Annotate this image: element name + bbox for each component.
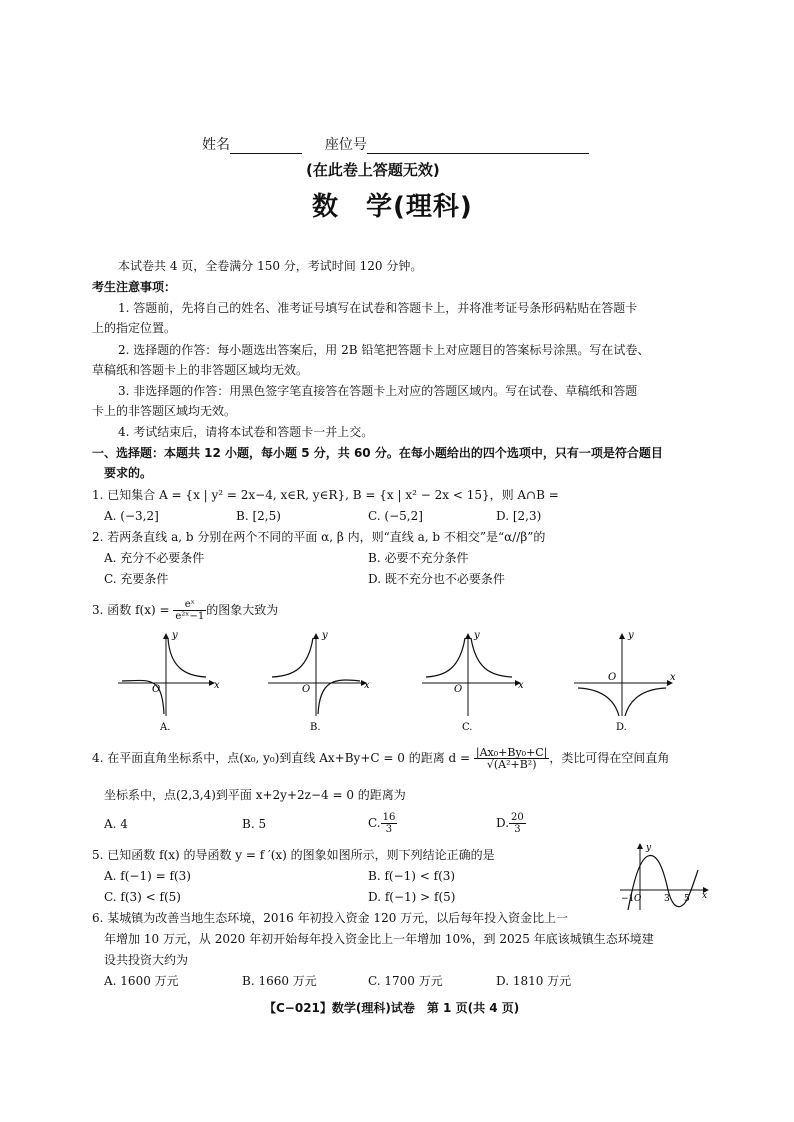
q3-graph-b <box>268 630 370 733</box>
q3-label-a: A. <box>160 722 171 733</box>
q3-label-b: B. <box>310 722 321 733</box>
q6-stem-line-2: 年增加 10 万元，从 2020 年初开始每年投入资金比上一年增加 10%，到 2025 年底该城镇生态环境建 <box>104 932 654 946</box>
seat-label: 座位号 <box>324 137 367 153</box>
q3-label-d: D. <box>616 722 627 733</box>
q2-stem: 2. 若两条直线 a, b 分别在两个不同的平面 α, β 内，则“直线 a, b 不相交”是“α//β”的 <box>92 530 546 544</box>
q5-stem: 5. 已知函数 f(x) 的导函数 y = f ′(x) 的图象如图所示，则下列结论正确的是 <box>92 848 495 862</box>
q6-option-c: C. 1700 万元 <box>368 974 443 988</box>
q4-d-fraction <box>509 812 526 835</box>
q3-stem <box>92 598 278 622</box>
q4-option-a: A. 4 <box>104 817 128 831</box>
q2-option-d: D. 既不充分也不必要条件 <box>368 572 505 586</box>
seat-blank <box>367 139 589 154</box>
q3-b-origin: O <box>302 684 311 695</box>
q1-option-d: D. [2,3) <box>496 509 542 523</box>
q5-option-b: B. f(−1) < f(3) <box>368 869 456 883</box>
q1-option-b: B. [2,5) <box>236 509 281 523</box>
q4-option-c <box>368 806 397 840</box>
q4-option-b: B. 5 <box>242 817 267 831</box>
q3-d-axis-x: x <box>670 672 676 683</box>
q4-frac-den: √(A²+B²) <box>486 758 537 771</box>
q4-c-prefix: C. <box>368 816 381 830</box>
q3-graph-d <box>574 630 676 733</box>
q6-option-a: A. 1600 万元 <box>104 974 179 988</box>
note-2-line-2: 草稿纸和答题卡上的非答题区域均无效。 <box>92 363 309 377</box>
section-heading: 一、选择题：本题共 12 小题，每小题 5 分，共 60 分。在每小题给出的四个选项中，只有一项是符合题目 <box>92 446 663 460</box>
q3-fraction <box>173 599 206 622</box>
q3-b-axis-y: y <box>322 630 328 641</box>
q3-d-axis-y: y <box>628 630 634 641</box>
q3-frac-den: e²ˣ−1 <box>175 611 205 622</box>
q3-c-origin: O <box>454 684 463 695</box>
q1-option-a: A. (−3,2] <box>104 509 159 523</box>
q3-a-origin: O <box>152 684 161 695</box>
q6-stem-line-3: 设共投资大约为 <box>104 953 189 967</box>
page-footer: 【C−021】数学(理科)试卷 第 1 页(共 4 页) <box>264 1001 520 1015</box>
q3-graph-options <box>0 628 794 738</box>
q5-tick-neg1: −1 <box>621 894 635 904</box>
q4-d-prefix: D. <box>496 816 510 830</box>
invalid-notice: (在此卷上答题无效) <box>306 161 440 179</box>
note-1-line-1: 1. 答题前，先将自己的姓名、准考证号填写在试卷和答题卡上，并将准考证号条形码粘贴在答题卡 <box>118 301 638 315</box>
note-3-line-2: 卡上的非答题区域均无效。 <box>92 404 237 418</box>
exam-summary: 本试卷共 4 页，全卷满分 150 分，考试时间 120 分钟。 <box>118 259 423 273</box>
note-4: 4. 考试结束后，请将本试卷和答题卡一并上交。 <box>118 425 374 439</box>
q6-stem-line-1: 6. 某城镇为改善当地生态环境，2016 年初投入资金 120 万元，以后每年投入资金比上一 <box>92 911 569 925</box>
q3-d-origin: O <box>608 672 617 683</box>
q5-graph-axis-y: y <box>646 843 652 853</box>
name-blank <box>230 139 302 154</box>
q6-option-d: D. 1810 万元 <box>496 974 572 988</box>
q4-line1-prefix: 4. 在平面直角坐标系中，点(x₀, y₀)到直线 Ax+By+C = 0 的距离 d = <box>92 751 471 765</box>
note-3-line-1: 3. 非选择题的作答：用黑色签字笔直接答在答题卡上对应的答题区域内。写在试卷、草稿纸和答题 <box>118 384 638 398</box>
q4-option-d <box>496 806 526 840</box>
q5-option-c: C. f(3) < f(5) <box>104 890 181 904</box>
page-title: 数 学(理科) <box>312 192 473 222</box>
note-2-line-1: 2. 选择题的作答：每小题选出答案后，用 2B 铅笔把答题卡上对应题目的答案标号涂黑。写在试卷、 <box>118 343 650 357</box>
q4-c-fraction <box>381 812 398 835</box>
q4-stem-line-1 <box>92 744 669 772</box>
q4-line1-suffix: ，类比可得在空间直角 <box>549 751 670 765</box>
section-heading-cont: 要求的。 <box>104 466 153 480</box>
q4-c-num: 16 <box>382 812 396 823</box>
q3-a-axis-x: x <box>214 680 220 691</box>
q3-a-axis-y: y <box>172 630 178 641</box>
q2-option-b: B. 必要不充分条件 <box>368 551 469 565</box>
q5-derivative-graph <box>618 840 714 914</box>
q2-option-a: A. 充分不必要条件 <box>104 551 205 565</box>
q3-c-axis-x: x <box>518 680 524 691</box>
q4-distance-fraction <box>474 747 550 770</box>
q5-tick-5: 5 <box>684 894 690 904</box>
q5-graph-axis-x: x <box>702 891 708 901</box>
q4-frac-num: |Ax₀+By₀+C| <box>475 746 548 759</box>
q3-c-axis-y: y <box>474 630 480 641</box>
notes-heading: 考生注意事项： <box>92 280 177 294</box>
q3-frac-num: eˣ <box>173 599 206 611</box>
q5-option-a: A. f(−1) = f(3) <box>104 869 191 883</box>
q3-b-axis-x: x <box>364 680 370 691</box>
name-field <box>202 136 589 154</box>
q1-stem: 1. 已知集合 A = {x | y² = 2x−4, x∈R, y∈R}, B = {x | x² − 2x < 15}，则 A∩B = <box>92 488 559 502</box>
note-1-line-2: 上的指定位置。 <box>92 321 177 335</box>
q5-tick-o: O <box>634 894 642 904</box>
q3-graph-a <box>118 630 220 733</box>
q3-graph-c <box>422 630 524 733</box>
q4-stem-line-2: 坐标系中，点(2,3,4)到平面 x+2y+2z−4 = 0 的距离为 <box>104 788 406 802</box>
q3-stem-prefix: 3. 函数 f(x) = <box>92 603 170 617</box>
q3-label-c: C. <box>462 722 473 733</box>
q4-c-den: 3 <box>385 824 393 835</box>
q5-option-d: D. f(−1) > f(5) <box>368 890 456 904</box>
q2-option-c: C. 充要条件 <box>104 572 169 586</box>
q1-option-c: C. (−5,2] <box>368 509 423 523</box>
q3-stem-suffix: 的图象大致为 <box>206 603 279 617</box>
q4-d-num: 20 <box>511 812 524 823</box>
q4-d-den: 3 <box>514 824 521 835</box>
name-label: 姓名 <box>202 137 230 153</box>
q6-option-b: B. 1660 万元 <box>242 974 317 988</box>
q5-tick-3: 3 <box>664 894 670 904</box>
